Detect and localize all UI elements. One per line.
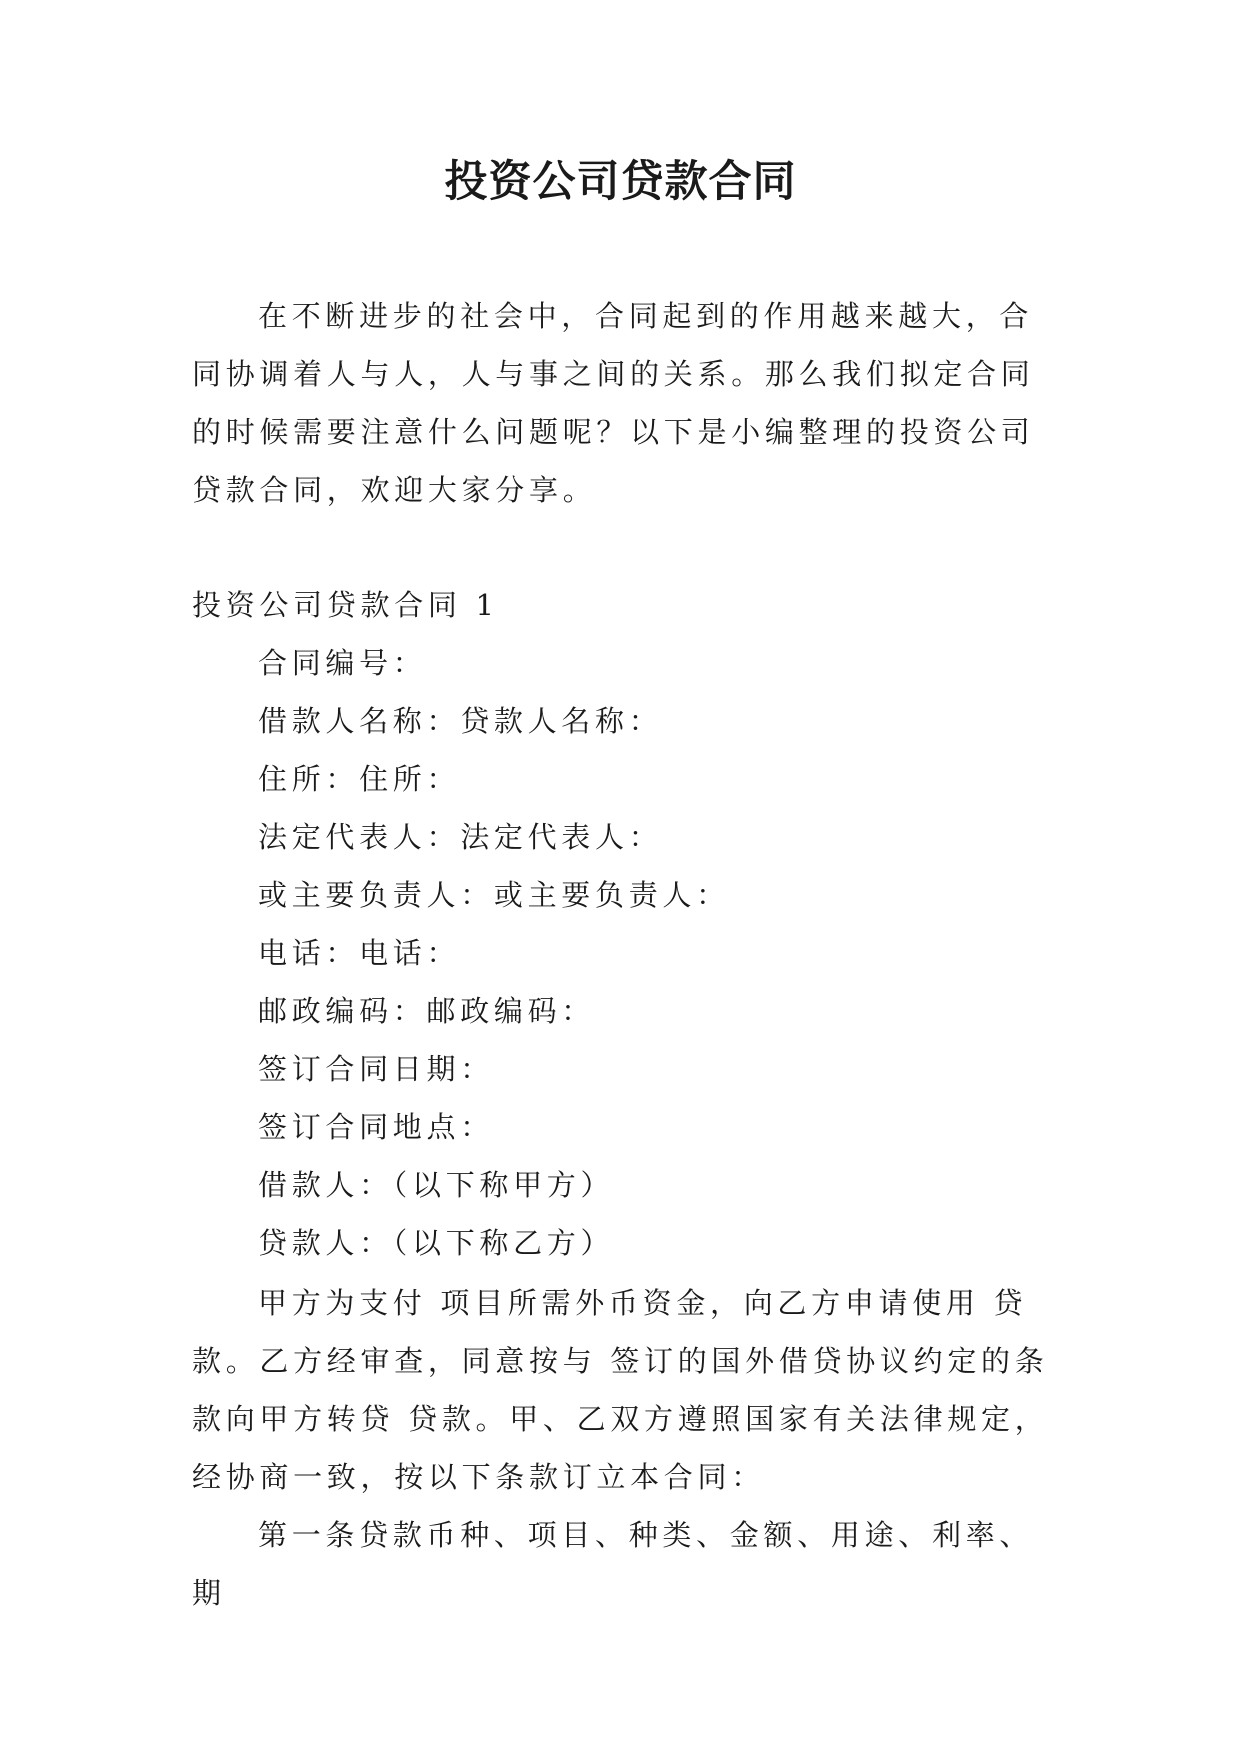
preamble-paragraph: 甲方为支付 项目所需外币资金，向乙方申请使用 贷款。乙方经审查，同意按与 签订的国外借贷协议约定的条款向甲方转贷 贷款。甲、乙双方遵照国家有关法律规定，经协商一致，按以下条款订立本合同： [192,1286,1049,1494]
clause-1-paragraph: 第一条贷款币种、项目、种类、金额、用途、利率、期 [192,1518,1034,1610]
field-address: 住所：住所： [258,762,461,796]
field-principal: 或主要负责人：或主要负责人： [258,878,730,912]
contract-body [192,1274,1052,1622]
field-lender: 贷款人：（以下称乙方） [258,1226,615,1260]
field-legal-representative: 法定代表人：法定代表人： [258,820,663,854]
field-phone: 电话：电话： [258,936,461,970]
intro-block [192,287,1052,519]
field-sign-date: 签订合同日期： [258,1052,494,1086]
field-sign-place: 签订合同地点： [258,1110,494,1144]
contract-section [192,576,1052,1272]
field-contract-number: 合同编号： [258,646,427,680]
document-title: 投资公司贷款合同 [444,157,797,207]
field-postal-code: 邮政编码：邮政编码： [258,994,596,1028]
section-heading: 投资公司贷款合同 1 [192,588,499,622]
field-party-names: 借款人名称：贷款人名称： [258,704,663,738]
intro-paragraph: 在不断进步的社会中，合同起到的作用越来越大，合同协调着人与人，人与事之间的关系。那么我们拟定合同的时候需要注意什么问题呢？以下是小编整理的投资公司贷款合同，欢迎大家分享。 [192,299,1035,507]
field-borrower: 借款人：（以下称甲方） [258,1168,615,1202]
